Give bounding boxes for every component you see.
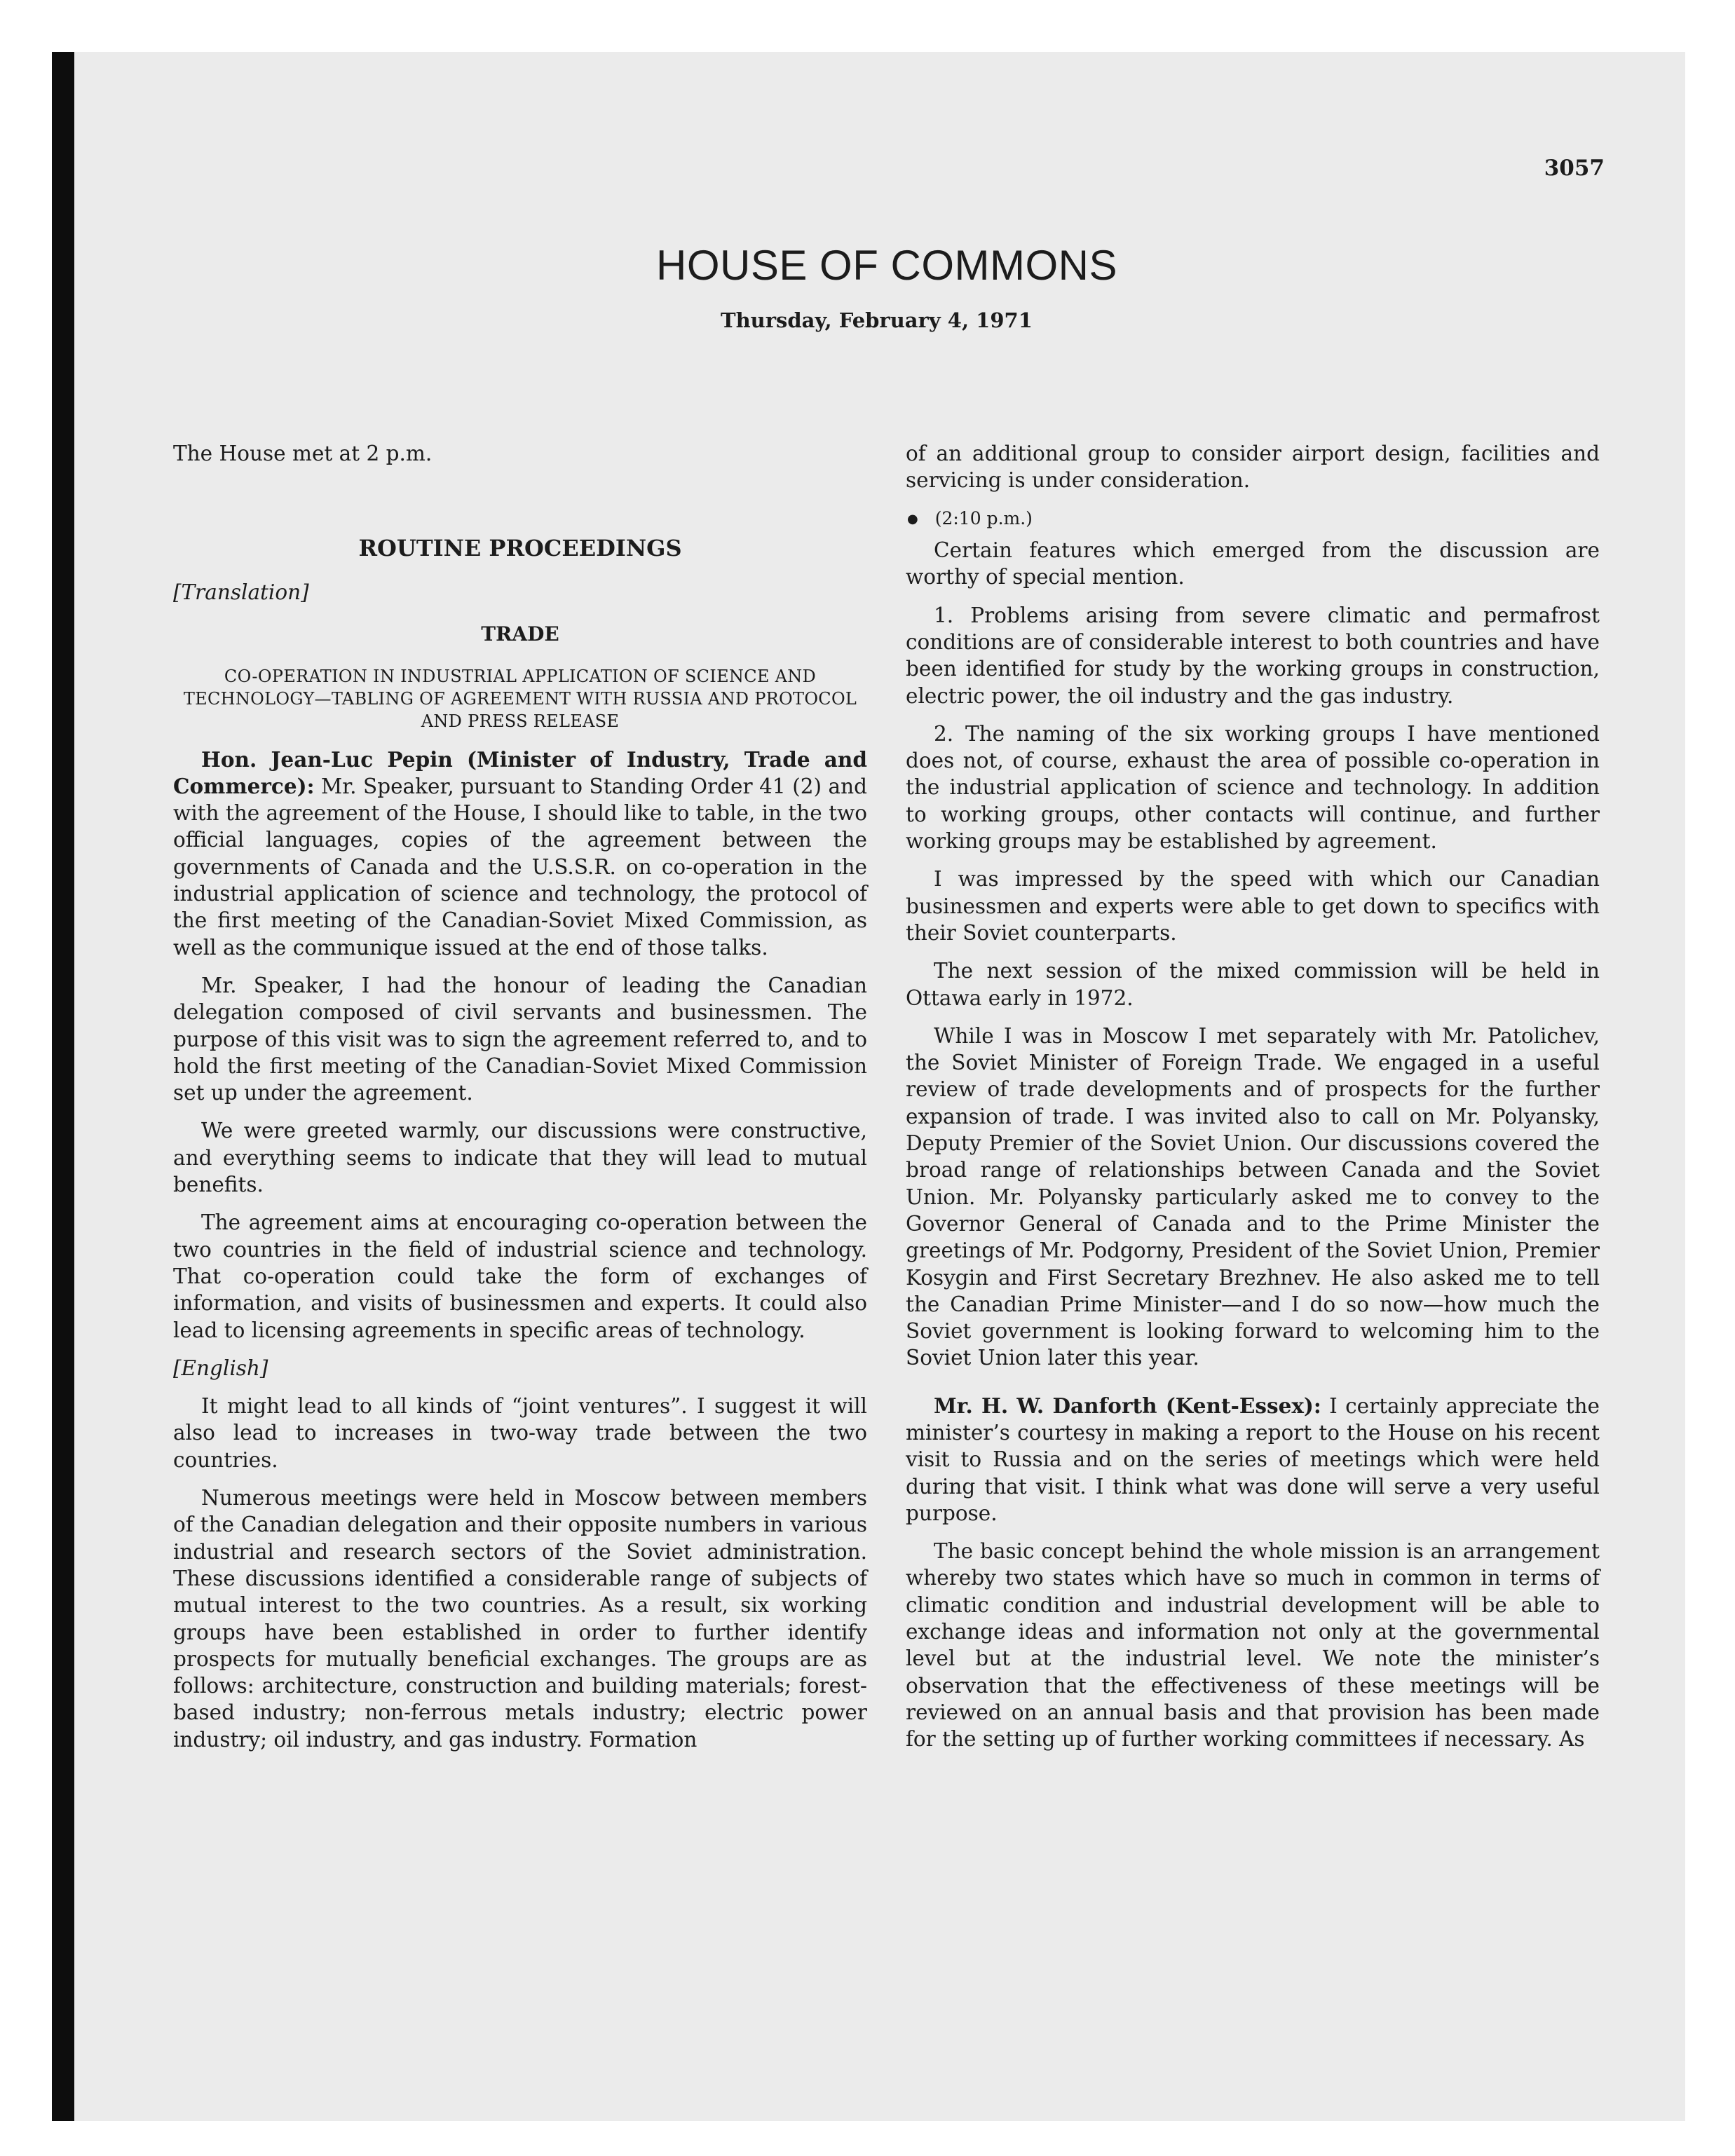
page-number: 3057 (1544, 156, 1605, 181)
speaker-name: Hon. Jean-Luc Pepin (Minister of Industry, Trade and Commerce): (173, 746, 867, 798)
paragraph (906, 1393, 1600, 1527)
translation-tag: [Translation] (173, 580, 309, 605)
paragraph: While I was in Moscow I met separately with Mr. Patolichev, the Soviet Minister of Foreign Trade. We engaged in a useful review of trade developments and of prospects for the further expansion of trade. I was invited also to call on Mr. Polyansky, Deputy Premier of the Soviet Union. Our discussions covered the broad range of relationships between Canada and the Soviet Union. Mr. Polyansky particularly asked me to convey to the Governor General of Canada and to the Prime Minister the greetings of Mr. Podgorny, President of the Soviet Union, Premier Kosygin and First Secretary Brezhnev. He also asked me to tell the Canadian Prime Minister—and I do so now—how much the Soviet government is looking forward to welcoming him to the Soviet Union later this year. (906, 1023, 1600, 1370)
english-tag: [English] (173, 1356, 268, 1380)
paragraph-text: I certainly appreciate the minister’s courtesy in making a report to the House on his recent visit to Russia and on the series of meetings which were held during that visit. I think what was done will serve a very useful purpose. (906, 1393, 1600, 1525)
paragraph: The agreement aims at encouraging co-operation between the two countries in the field of industrial science and technology. That co-operation could take the form of exchanges of information, and visits of businessmen and experts. It could also lead to licensing agreements in specific areas of technology. (173, 1210, 867, 1342)
item-subheading: CO-OPERATION IN INDUSTRIAL APPLICATION OF SCIENCE AND TECHNOLOGY—TABLING OF AGREEMENT WITH RUSSIA AND PROTOCOL AND PRESS RELEASE (183, 666, 857, 731)
trade-heading: TRADE (481, 622, 559, 646)
paragraph (173, 746, 867, 961)
speaker-name: Mr. H. W. Danforth (Kent-Essex): (934, 1393, 1321, 1418)
paragraph: 1. Problems arising from severe climatic and permafrost conditions are of considerable interest to both countries and have been identified for study by the working groups in construction, electric power, the oil industry and the gas industry. (906, 603, 1600, 708)
paragraph: It might lead to all kinds of “joint ventures”. I suggest it will also lead to increases in two-way trade between the two countries. (173, 1394, 867, 1472)
paragraph: The next session of the mixed commission will be held in Ottawa early in 1972. (906, 959, 1600, 1010)
binding-edge (52, 52, 74, 2121)
paragraph: Numerous meetings were held in Moscow between members of the Canadian delegation and their opposite numbers in various industrial and research sectors of the Soviet administration. These discussions identified a considerable range of subjects of mutual interest to the two countries. As a result, six working groups have been established in order to further identify prospects for mutually beneficial exchanges. The groups are as follows: architecture, construction and building materials; forest-based industry; non-ferrous metals industry; electric power industry; oil industry, and gas industry. Formation (173, 1486, 867, 1752)
paragraph: I was impressed by the speed with which our Canadian businessmen and experts were able to get down to specifics with their Soviet counterparts. (906, 867, 1600, 945)
paragraph: of an additional group to consider airport design, facilities and servicing is under consideration. (906, 442, 1600, 493)
time-marker (906, 505, 1600, 533)
routine-proceedings-heading: ROUTINE PROCEEDINGS (358, 535, 682, 562)
paragraph: 2. The naming of the six working groups I have mentioned does not, of course, exhaust the area of possible co-operation in the industrial application of science and technology. In addition to working groups, other contacts will continue, and further working groups may be established by agreement. (906, 721, 1600, 854)
paragraph: Certain features which emerged from the discussion are worthy of special mention. (906, 538, 1600, 589)
sitting-date: Thursday, February 4, 1971 (721, 308, 1033, 332)
bullet-icon: ● (907, 512, 918, 527)
house-met-line: The House met at 2 p.m. (173, 442, 433, 465)
page-title: HOUSE OF COMMONS (656, 242, 1118, 289)
paragraph: The basic concept behind the whole mission is an arrangement whereby two states which have so much in common in terms of climatic condition and industrial development will be able to exchange ideas and information not only at the governmental level but at the industrial level. We note the minister’s observation that the effectiveness of these meetings will be reviewed on an annual basis and that provision has been made for the setting up of further working committees if necessary. As (906, 1539, 1600, 1752)
right-column (906, 429, 1600, 1764)
paragraph: We were greeted warmly, our discussions were constructive, and everything seems to indicate that they will lead to mutual benefits. (173, 1119, 867, 1197)
paragraph-text: Mr. Speaker, pursuant to Standing Order 41 (2) and with the agreement of the House, I should like to table, in the two official languages, copies of the agreement between the governments of Canada and the U.S.S.R. on co-operation in the industrial application of science and technology, the protocol of the first meeting of the Canadian-Soviet Mixed Commission, as well as the communique issued at the end of those talks. (173, 774, 867, 960)
left-column (173, 429, 867, 1764)
paragraph: Mr. Speaker, I had the honour of leading the Canadian delegation composed of civil servants and businessmen. The purpose of this visit was to sign the agreement referred to, and to hold the first meeting of the Canadian-Soviet Mixed Commission set up under the agreement. (173, 973, 867, 1105)
time-marker-text: (2:10 p.m.) (934, 507, 1033, 528)
